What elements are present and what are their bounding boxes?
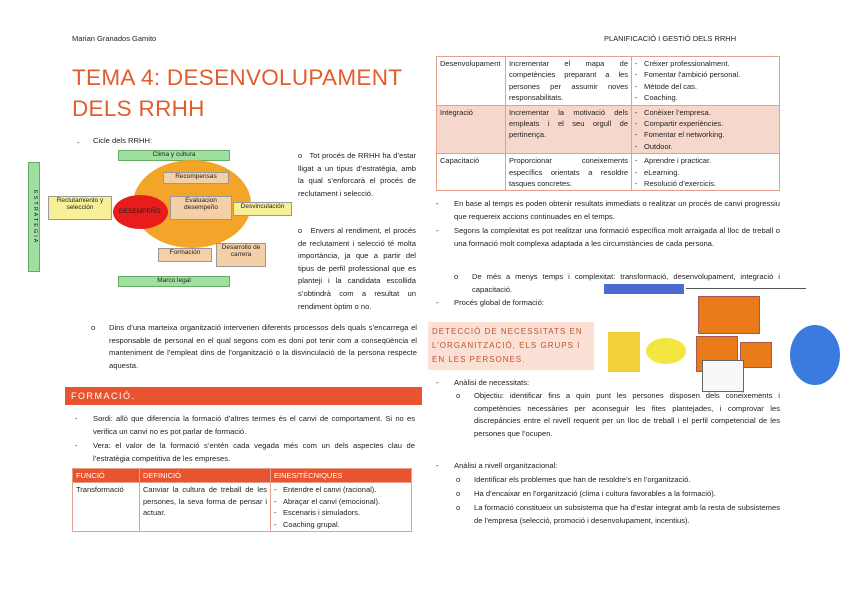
fig-side-bar: ESTRATEGIA [28,162,40,272]
detection-subheading: DETECCIÓ DE NECESSITATS EN L’ORGANITZACIÓ, ELS GRUPS I EN LES PERSONES. [428,322,594,370]
table-row [437,154,780,191]
table-cell-type: Capacitació [437,154,506,191]
org-bullet [436,460,766,473]
table-header-eines: EINES/TÈCNIQUES [271,469,412,483]
list-item: - Compartir experiències. [635,118,776,129]
table-cell-funcio: Transformació [73,483,140,532]
bullet-dash: - [436,226,439,235]
right-bullet-1 [436,198,780,223]
bullet-dash: - [77,138,80,147]
fig-ellipse-yellow [646,338,686,364]
table-cell-type: Integració [437,105,506,154]
table-row [437,105,780,154]
table-cell-tools [632,154,780,191]
org-item-1 [456,474,780,487]
bullet-circle: o [456,475,461,484]
bullet-dash: - [436,378,439,387]
fig-blue-circle [790,325,840,385]
list-item: - Créixer professionalment. [635,58,776,69]
list-item: - Coaching grupal. [274,519,408,530]
right-bullet-3 [436,297,596,310]
table-cell-eines [271,483,412,532]
fig-blue-bar [604,284,684,294]
org-text-3: La formació constitueix un subsistema que ha d’estar integrat amb la resta de subsistemes de l’empresa (selecció, promoció i desenvolupament, incentius). [474,503,780,525]
needs-objective-text: Objectiu: identificar fins a quin punt les persones disposen dels coneixements i competències necessàries per aconseguir les fites plantejades, i comprovar les discrepàncies entre el nivell requerit per un lloc de treball i el perfil competencial de les persones que l’ocupen. [474,391,780,438]
cycle-text-3: Dins d’una marteixa organització intervenen diferents processos dels quals s’encarrega el responsable de personal en el qual segons com es doni pot tenir com a conseqüència el manteniment de l’empleat dins de l’organització o la disvinculació de la persona respecte aquesta. [109,323,417,370]
bullet-dash: - [436,199,439,208]
right-text-1: En base al temps es poden obtenir resultats immediats o realitzar un procés de canvi progressiu que requereix accions continuades en el temps. [454,199,780,221]
cycle-paragraph-1 [298,150,416,200]
formacio-function-table [72,468,412,532]
org-text-2: Ha d’encaixar en l’organització (clima i cultura favorables a la formació). [474,489,716,498]
fig-box-orange-1 [698,296,760,334]
fig-desarrollo: Desarrollo de carrera [216,243,266,267]
table-cell-tools [632,57,780,106]
needs-bullet [436,377,596,390]
formacio-bullet-1 [75,413,415,438]
table-header-definicio: DEFINICIÓ [140,469,271,483]
right-text-3: Procés global de formació: [454,298,544,307]
table-cell-definition: Incrementar la motivació dels empleats i el seu orgull de pertinença. [505,105,631,154]
table-header-funcio: FUNCIÓ [73,469,140,483]
list-item: - eLearning. [635,167,776,178]
hr-cycle-diagram [28,150,290,286]
cycle-paragraph-3 [91,322,417,372]
cycle-text-1: Tot procés de RRHH ha d’estar lligat a un tipus d’estratègia, amb la qual s’enforcarà el procés de reclutament i selecció. [298,151,416,198]
fig-box-grey [702,360,744,392]
needs-objective [456,390,780,440]
fig-desvinculacion: Desvinculación [233,202,292,216]
formacio-types-table [436,56,780,191]
fig-reclutamiento: Reclutamiento y selección [48,196,112,220]
fig-bottom-bar: Marco legal [118,276,230,287]
formacio-bullet-2 [75,440,415,465]
list-item: - Outdoor. [635,141,776,152]
bullet-circle: o [456,503,461,512]
list-item: - Aprendre i practicar. [635,155,776,166]
bullet-circle: o [454,272,459,281]
cycle-label: Cicle dels RRHH: [93,136,153,145]
table-cell-definicio: Canviar la cultura de treball de les persones, la seva forma de pensar i actuar. [140,483,271,532]
formacio-text-1: Sordi: allò que diferencia la formació d’altres termes és el canvi de comportament. Si no es verifica un canvi no es pot parlar de formació. [93,414,415,436]
right-text-2: Segons la complexitat es pot realitzar una formació específica molt arraigada al lloc de treball o una formació molt complexa adaptada a les circumstàncies de cada persona. [454,226,780,248]
org-item-2 [456,488,780,501]
section-formacio-heading: FORMACIÓ. [65,387,422,405]
org-label: Anàlisi a nivell organitzacional: [454,461,558,470]
table-cell-definition: Incrementar el mapa de competències preparant a les persones per assumir noves responsabilitats. [505,57,631,106]
org-item-3 [456,502,780,527]
list-item: - Fomentar el networking. [635,129,776,140]
fig-line [686,288,806,289]
list-item: - Entendre el canvi (racional). [274,484,408,495]
header-author: Marian Granados Gamito [72,34,157,43]
list-item: - Escenaris i simuladors. [274,507,408,518]
list-item: - Conèixer l’empresa. [635,107,776,118]
bullet-dash: - [436,298,439,307]
fig-recompensas: Recompensas [163,172,229,184]
table-row [437,57,780,106]
bullet-dash: - [436,461,439,470]
training-process-diagram [594,282,786,394]
table-cell-tools [632,105,780,154]
bullet-circle: o [456,391,461,400]
formacio-text-2: Vera: el valor de la formació s’entén cada vegada més com un dels aspectes clau de l’estratègia competitiva de les empreses. [93,441,415,463]
bullet-circle: o [298,151,310,160]
fig-box-yellow [608,332,640,372]
page-title: TEMA 4: DESENVOLUPAMENT DELS RRHH [72,65,402,121]
fig-top-bar: Clima y cultura [118,150,230,161]
table-row [73,483,412,532]
fig-box-orange-3 [740,342,772,368]
bullet-dash: - [75,441,78,450]
cycle-text-2: Envers al rendiment, el procés de reclutament i selecció té molta importància, ja que a partir del tipus de perfil professional que es planteji i la candidata escollida s’obtindrà com a resultat un rendiment òptim o no. [298,226,416,311]
cycle-paragraph-2 [298,225,416,313]
list-item: - Coaching. [635,92,776,103]
table-header-row [73,469,412,483]
right-bullet-2 [436,225,780,250]
list-item: - Abraçar el canvi (emocional). [274,496,408,507]
fig-desempeno: DESEMPEÑO [119,208,161,215]
list-item: - Resolució d’exercicis. [635,178,776,189]
fig-evaluacion: Evaluacion desempeño [170,196,232,220]
needs-label: Anàlisi de necessitats: [454,378,530,387]
bullet-dash: - [75,414,78,423]
org-text-1: Identificar els problemes que han de resoldre’s en l’organització. [474,475,691,484]
list-item: - Mètode del cas. [635,81,776,92]
header-subject: PLANIFICACIÓ I GESTIÓ DELS RRHH [604,34,737,43]
bullet-circle: o [91,323,96,332]
bullet-circle: o [456,489,461,498]
bullet-circle: o [298,226,311,235]
list-item: - Fomentar l’ambició personal. [635,69,776,80]
table-cell-type: Desenvolupament [437,57,506,106]
table-cell-definition: Proporcionar coneixements específics orientats a resoldre tasques concretes. [505,154,631,191]
right-text-2-sub: De més a menys temps i complexitat: transformació, desenvolupament, integració i capacitació. [472,272,780,294]
fig-formacion: Formación [158,248,212,262]
